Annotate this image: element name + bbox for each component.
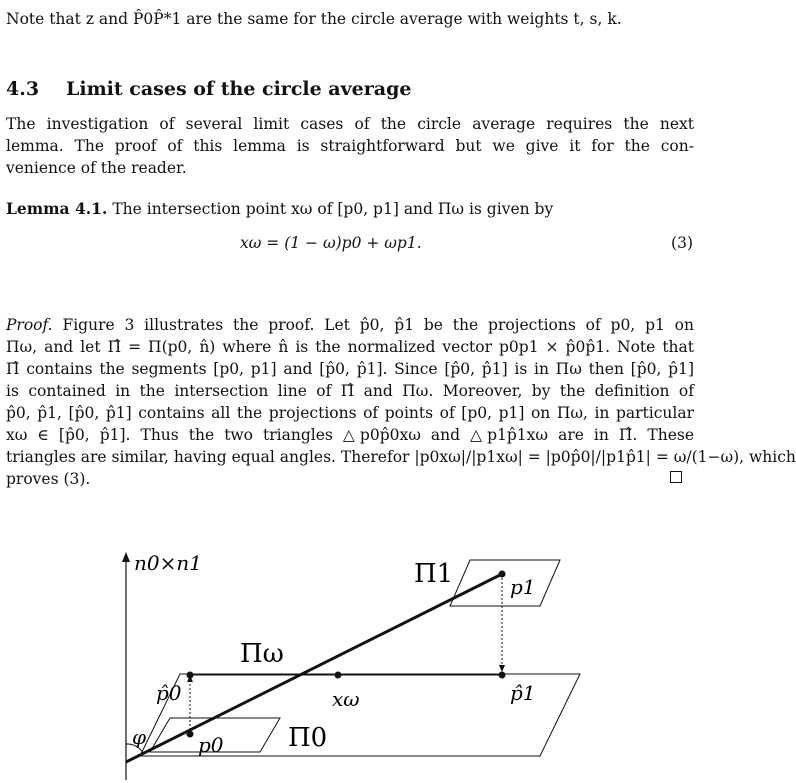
intro-line-1: The investigation of several limit cases of the circle average requires the next [6, 115, 694, 133]
proof-line-7: triangles are similar, having equal angles. Therefor |p0xω|/|p1xω| = |p0p̂0|/|p1p̂1| = ω/(1−ω), which [6, 448, 796, 466]
plane-pi-1 [450, 560, 560, 606]
figure-3 [110, 548, 600, 780]
intro-paragraph [6, 113, 694, 179]
label-p0: p0 [198, 733, 224, 757]
proof-line-1: Figure 3 illustrates the proof. Let p̂0, p̂1 be the projections of p0, p1 on [62, 316, 694, 334]
label-p1: p1 [510, 575, 536, 599]
plane-pi-0-label: Π0 [288, 723, 328, 753]
proof [6, 314, 796, 490]
proof-label: Proof. [6, 316, 53, 334]
section-title: Limit cases of the circle average [66, 78, 412, 100]
projection-arrow-p1-icon [499, 665, 505, 672]
proof-line-5: p̂0, p̂1, [p̂0, p̂1] contains all the projections of points of [p0, p1] on Πω, in particular [6, 404, 694, 422]
equation [0, 234, 703, 258]
point-x-omega [335, 672, 342, 679]
point-p0 [187, 731, 194, 738]
plane-pi-1-label: Π1 [414, 559, 454, 589]
equation-text: xω = (1 − ω)p0 + ωp1. [240, 234, 422, 252]
section-number: 4.3 [6, 78, 40, 100]
proof-line-4: is contained in the intersection line of Π̂ and Πω. Moreover, by the definition of [6, 382, 694, 400]
label-x-omega: xω [332, 687, 360, 711]
equation-number: (3) [671, 234, 693, 252]
intro-line-2: lemma. The proof of this lemma is straightforward but we give it for the con- [6, 137, 694, 155]
label-phi: φ [132, 725, 147, 749]
plane-pi-omega-label: Πω [240, 639, 284, 669]
lemma [6, 198, 694, 220]
proof-line-3: Π̂ contains the segments [p0, p1] and [p̂0, p̂1]. Since [p̂0, p̂1] is in Πω then [p̂0, p̂1] [6, 360, 694, 378]
section-heading [6, 78, 411, 100]
label-p0-hat: p̂0 [156, 681, 182, 705]
top-note [6, 8, 694, 30]
proof-line-6: xω ∈ [p̂0, p̂1]. Thus the two triangles △p0p̂0xω and △p1p̂1xω are in Π̂. These [6, 426, 694, 444]
point-p0-hat [187, 672, 194, 679]
lemma-label: Lemma 4.1. [6, 199, 108, 218]
label-p1-hat: p̂1 [510, 681, 536, 705]
point-p1 [499, 571, 506, 578]
axis-arrow-icon [122, 552, 130, 562]
proof-line-8: proves (3). [6, 470, 91, 488]
proof-line-2: Πω, and let Π̂ = Π(p0, n̂) where n̂ is the normalized vector p0p1 × p̂0p̂1. Note that [6, 338, 694, 356]
lemma-text: The intersection point xω of [p0, p1] and Πω is given by [112, 200, 554, 218]
top-note-line: Note that z and P̂0P̂*1 are the same for the circle average with weights t, s, k. [6, 10, 622, 28]
intro-line-3: venience of the reader. [6, 159, 187, 177]
qed-square-icon [670, 471, 682, 483]
point-p1-hat [499, 672, 506, 679]
axis-label: n0×n1 [134, 551, 202, 575]
